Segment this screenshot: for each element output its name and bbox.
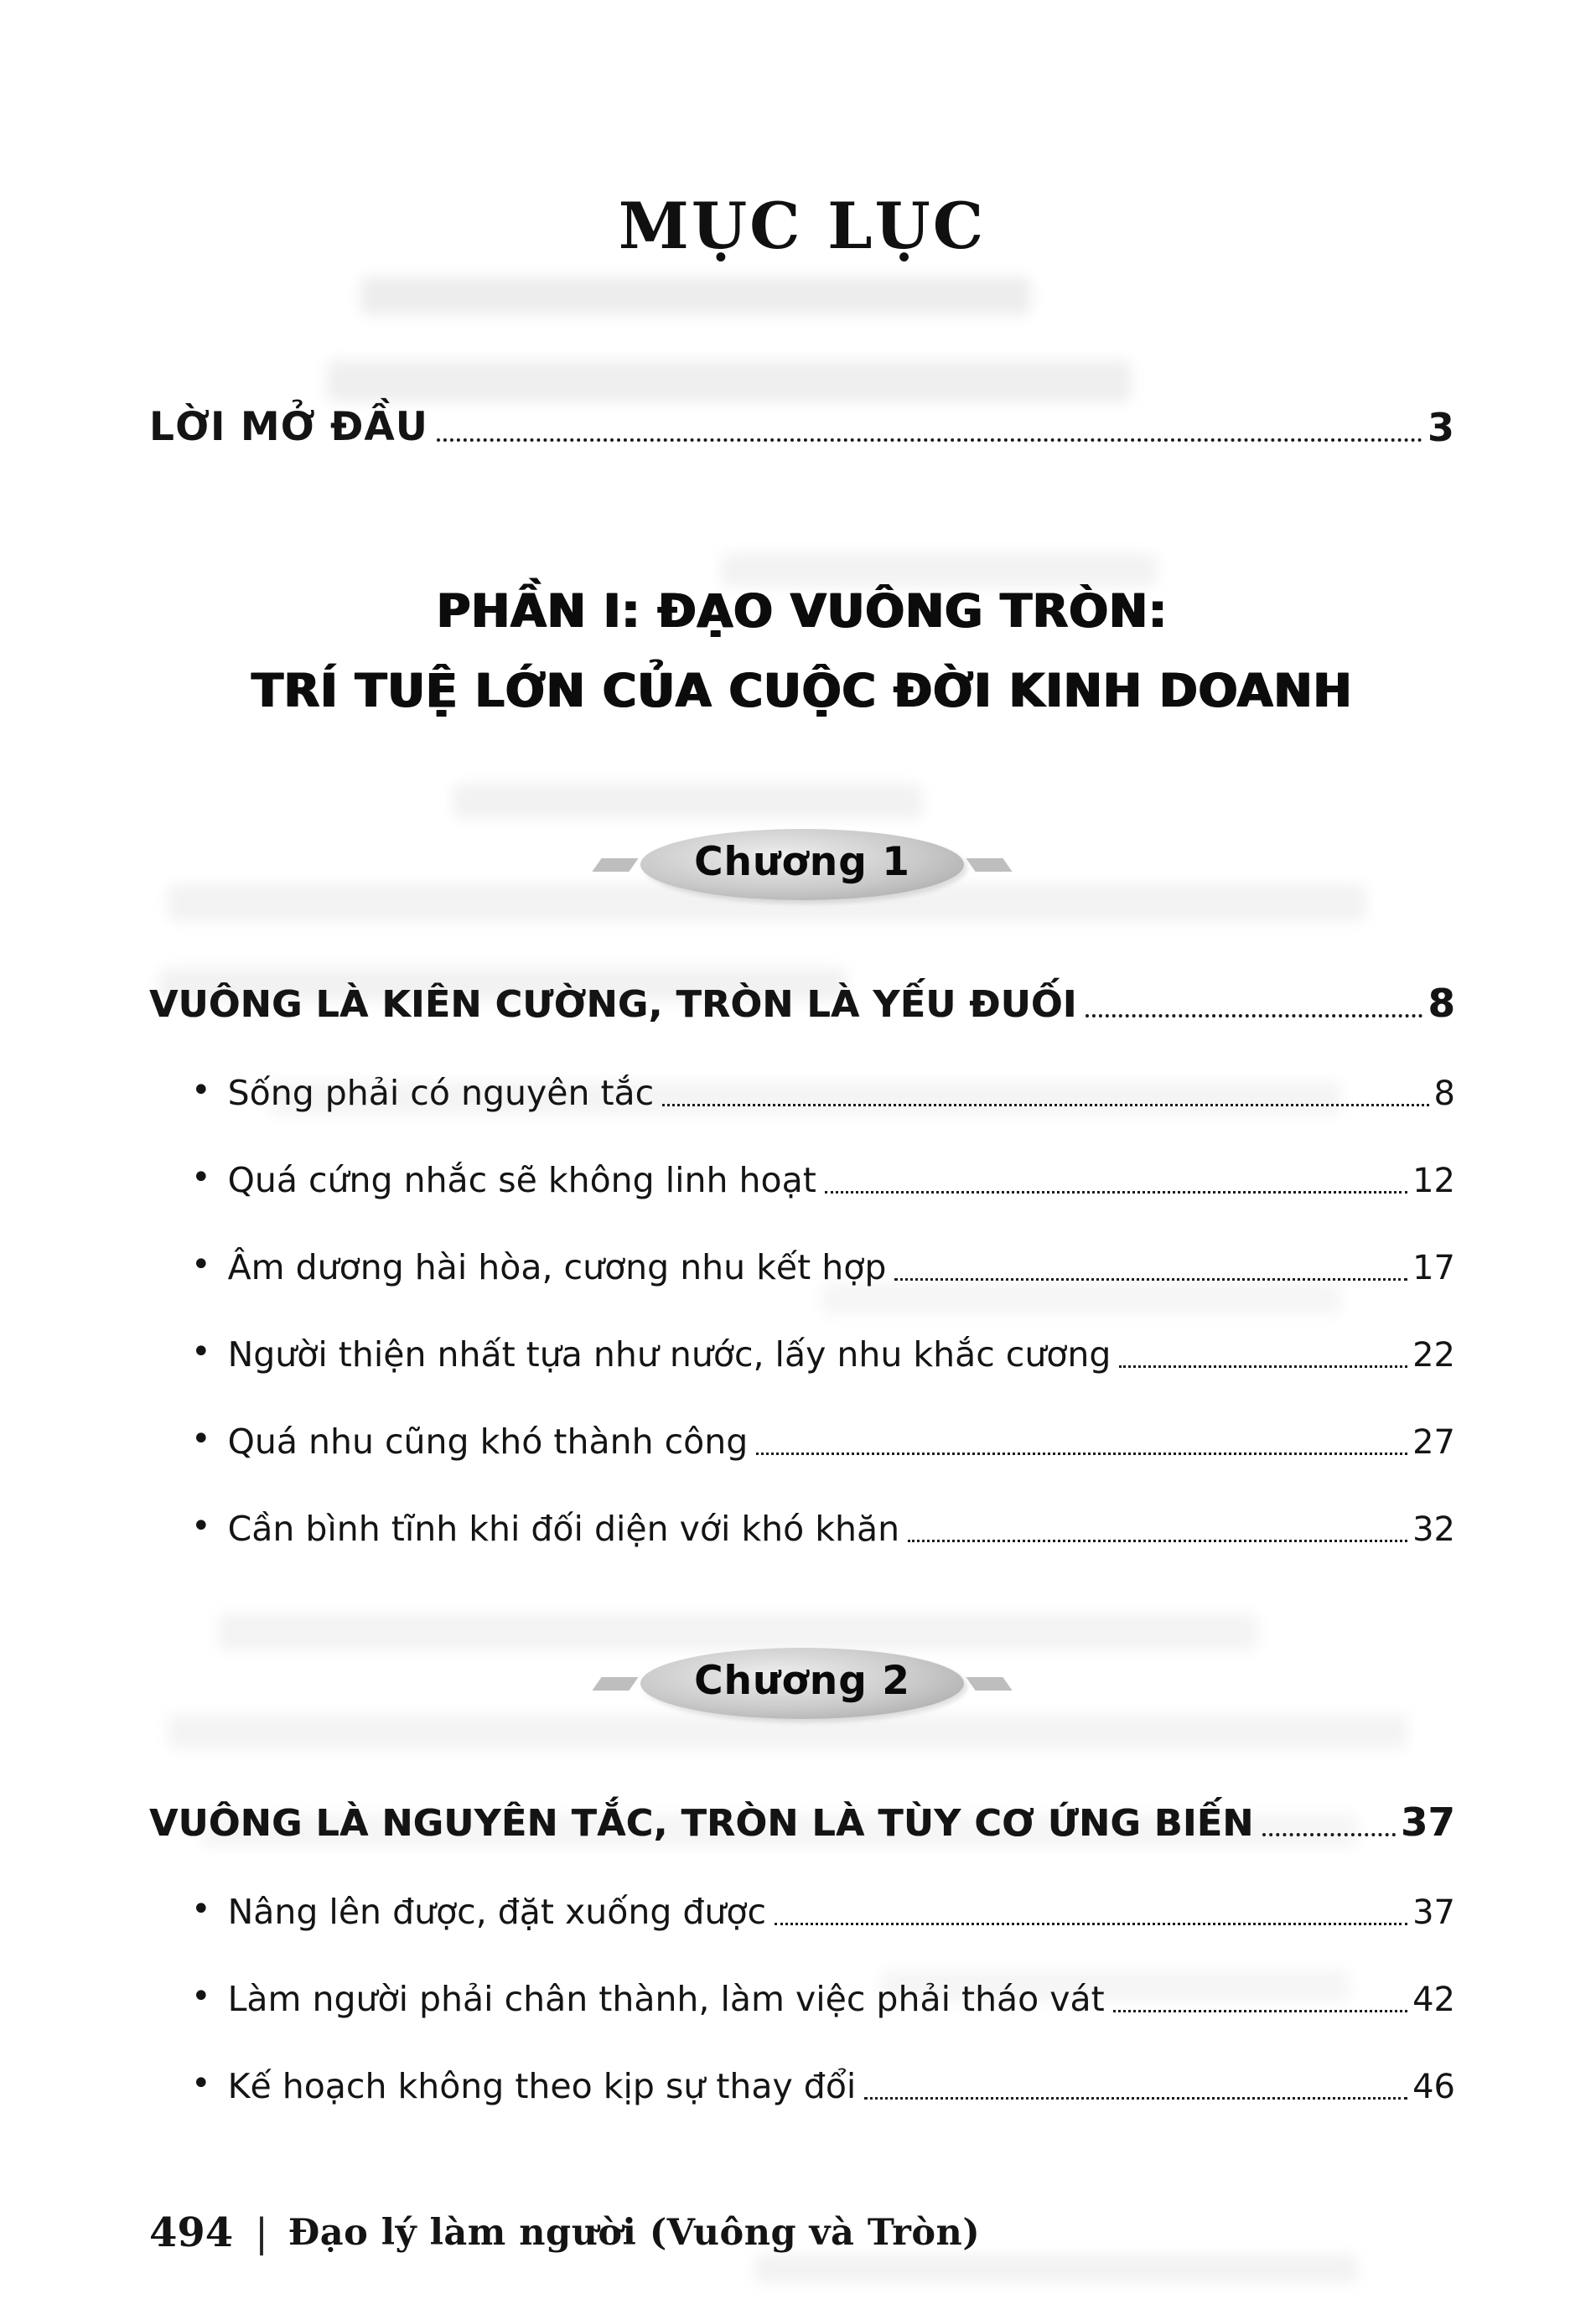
dot-leader [825,1191,1407,1194]
dot-leader [1113,2010,1407,2012]
toc-entry-label: Người thiện nhất tựa như nước, lấy nhu khắc cương [227,1334,1112,1375]
chapter-1-badge-wrap [149,829,1455,900]
toc-entry-label: Quá nhu cũng khó thành công [227,1422,749,1463]
toc-entry [149,1155,1455,1200]
toc-entry [149,2061,1455,2106]
page-number: 46 [1412,2068,1455,2107]
toc-entry [149,1068,1455,1113]
page-number: 27 [1412,1423,1455,1463]
part-heading-line2: TRÍ TUỆ LỚN CỦA CUỘC ĐỜI KINH DOANH [251,663,1353,717]
page-number: 3 [1427,405,1455,450]
bullet-icon [191,2061,211,2106]
book-title: Đạo lý làm người (Vuông và Tròn) [288,2212,981,2254]
chapter-2-badge-wrap [149,1648,1455,1719]
dot-leader [1086,1014,1423,1018]
bullet-icon [191,1974,211,2019]
toc-entry-label: Kế hoạch không theo kịp sự thay đổi [227,2066,857,2107]
page-number: 17 [1412,1249,1455,1288]
toc-entry [149,1416,1455,1462]
chapter-1-badge: Chương 1 [640,829,964,900]
dot-leader [1119,1365,1407,1368]
page-number: 42 [1412,1981,1455,2020]
toc-entry-chapter-1 [149,981,1455,1026]
bullet-icon [191,1329,211,1375]
page-number: 12 [1412,1162,1455,1201]
toc-entry-label: VUÔNG LÀ NGUYÊN TẮC, TRÒN LÀ TÙY CƠ ỨNG BIẾN [149,1802,1254,1846]
page-number: 8 [1433,1075,1455,1114]
toc-entry-label: Cần bình tĩnh khi đối diện với khó khăn [227,1509,900,1550]
part-heading-line1: PHẦN I: ĐẠO VUÔNG TRÒN: [436,584,1168,638]
bullet-icon [191,1416,211,1462]
folio-number: 494 [149,2209,234,2256]
toc-entry-label: Làm người phải chân thành, làm việc phải tháo vát [227,1979,1105,2020]
page-number: 8 [1428,981,1455,1027]
bullet-icon [191,1504,211,1549]
toc-entry-label: Âm dương hài hòa, cương nhu kết hợp [227,1247,887,1288]
toc-entry-label: Quá cứng nhắc sẽ không linh hoạt [227,1160,816,1201]
toc-entry-chapter-2 [149,1800,1455,1845]
page-number: 37 [1400,1800,1455,1846]
dot-leader [864,2097,1407,2100]
dot-leader [662,1104,1428,1106]
dot-leader [908,1540,1407,1542]
page-footer [149,2209,980,2256]
bullet-icon [191,1887,211,1932]
toc-entry [149,1974,1455,2019]
toc-entry-label: VUÔNG LÀ KIÊN CƯỜNG, TRÒN LÀ YẾU ĐUỐI [149,983,1077,1027]
page-number: 32 [1412,1510,1455,1550]
bullet-icon [191,1068,211,1113]
chapter-1-items [149,1068,1455,1549]
toc-entry [149,1504,1455,1549]
dot-leader [775,1923,1407,1925]
dot-leader [437,438,1422,442]
dot-leader [756,1453,1407,1455]
bleed-through-artifact [754,2255,1358,2283]
bullet-icon [191,1242,211,1287]
toc-entry-label: LỜI MỞ ĐẦU [149,404,428,450]
footer-divider: | [255,2210,268,2255]
toc-entry [149,1242,1455,1287]
page-title: MỤC LỤC [618,189,987,263]
toc-entry [149,1329,1455,1375]
dot-leader [1262,1833,1396,1836]
chapter-2-badge: Chương 2 [640,1648,964,1719]
toc-entry-label: Nâng lên được, đặt xuống được [227,1892,767,1933]
dot-leader [894,1278,1407,1281]
part-heading [149,572,1455,730]
toc-entry [149,1887,1455,1932]
bullet-icon [191,1155,211,1200]
page-number: 37 [1412,1893,1455,1933]
page-number: 22 [1412,1336,1455,1375]
toc-entry-intro [149,404,1455,450]
toc-entry-label: Sống phải có nguyên tắc [227,1073,655,1114]
chapter-2-items [149,1887,1455,2106]
